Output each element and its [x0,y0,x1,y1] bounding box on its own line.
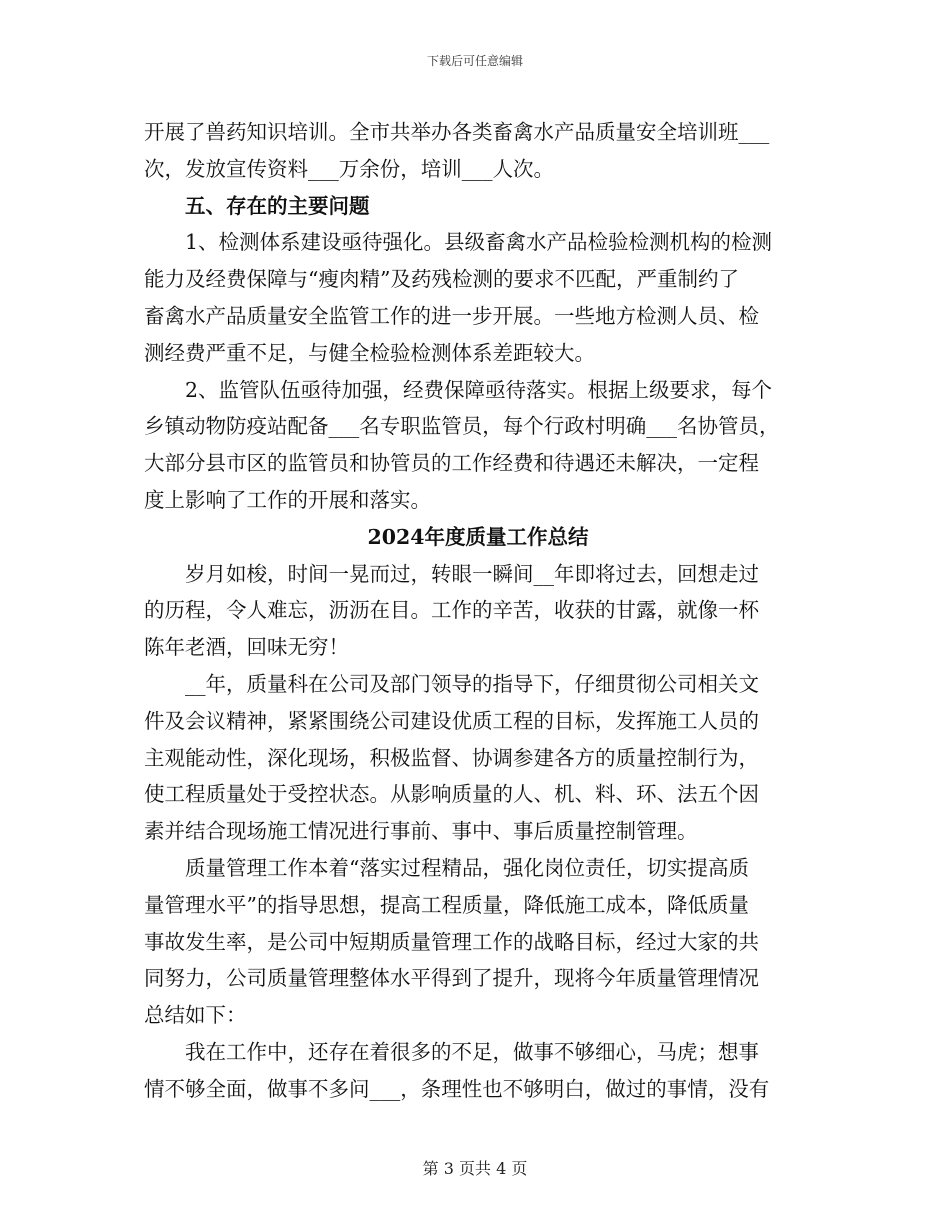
text-line: 量管理水平”的指导思想，提高工程质量，降低施工成本，降低质量 [144,892,749,917]
document-title: 2024年度质量工作总结 [367,524,589,549]
text-line: 岁月如梭，时间一晃而过，转眼一瞬间__年即将过去，回想走过 [185,561,759,586]
text-line: 件及会议精神，紧紧围绕公司建设优质工程的目标，发挥施工人员的 [144,708,759,733]
text-line: 2、监管队伍亟待加强，经费保障亟待落实。根据上级要求，每个 [185,377,773,402]
text-line: __年，质量科在公司及部门领导的指导下，仔细贯彻公司相关文 [185,671,759,696]
text-line: 情不够全面，做事不多问___，条理性也不够明白，做过的事情，没有 [144,1076,770,1101]
text-line: 次，发放宣传资料___万余份，培训___人次。 [144,156,554,181]
text-line: 畜禽水产品质量安全监管工作的进一步开展。一些地方检测人员、检 [144,303,759,328]
page-footer: 第 3 页共 4 页 [422,1159,528,1178]
document-body [144,114,812,1108]
text-line: 度上影响了工作的开展和落实。 [144,487,431,512]
page-header: 下载后可任意编辑 [426,54,523,68]
section-heading: 五、存在的主要问题 [185,193,370,218]
text-line: 我在工作中，还存在着很多的不足，做事不够细心，马虎；想事 [185,1039,759,1064]
text-line: 同努力，公司质量管理整体水平得到了提升，现将今年质量管理情况 [144,966,759,991]
text-line: 陈年老酒，回味无穷！ [144,635,349,660]
text-line: 素并结合现场施工情况进行事前、事中、事后质量控制管理。 [144,819,698,844]
text-line: 使工程质量处于受控状态。从影响质量的人、机、料、环、法五个因 [144,782,759,807]
text-line: 大部分县市区的监管员和协管员的工作经费和待遇还未解决，一定程 [144,451,759,476]
text-line: 能力及经费保障与“瘦肉精”及药残检测的要求不匹配，严重制约了 [144,267,739,292]
text-line: 测经费严重不足，与健全检验检测体系差距较大。 [144,340,595,365]
text-line: 的历程，令人难忘，沥沥在目。工作的辛苦，收获的甘露，就像一杯 [144,598,759,623]
text-line: 事故发生率，是公司中短期质量管理工作的战略目标，经过大家的共 [144,929,759,954]
text-line: 主观能动性，深化现场，积极监督、协调参建各方的质量控制行为， [144,745,759,770]
text-line: 1、检测体系建设亟待强化。县级畜禽水产品检验检测机构的检测 [185,230,773,255]
text-line: 乡镇动物防疫站配备___名专职监管员，每个行政村明确___名协管员， [144,414,780,439]
text-line: 总结如下： [144,1003,247,1028]
text-line: 开展了兽药知识培训。全市共举办各类畜禽水产品质量安全培训班___ [144,120,770,144]
text-line: 质量管理工作本着“落实过程精品，强化岗位责任，切实提高质 [185,855,749,880]
